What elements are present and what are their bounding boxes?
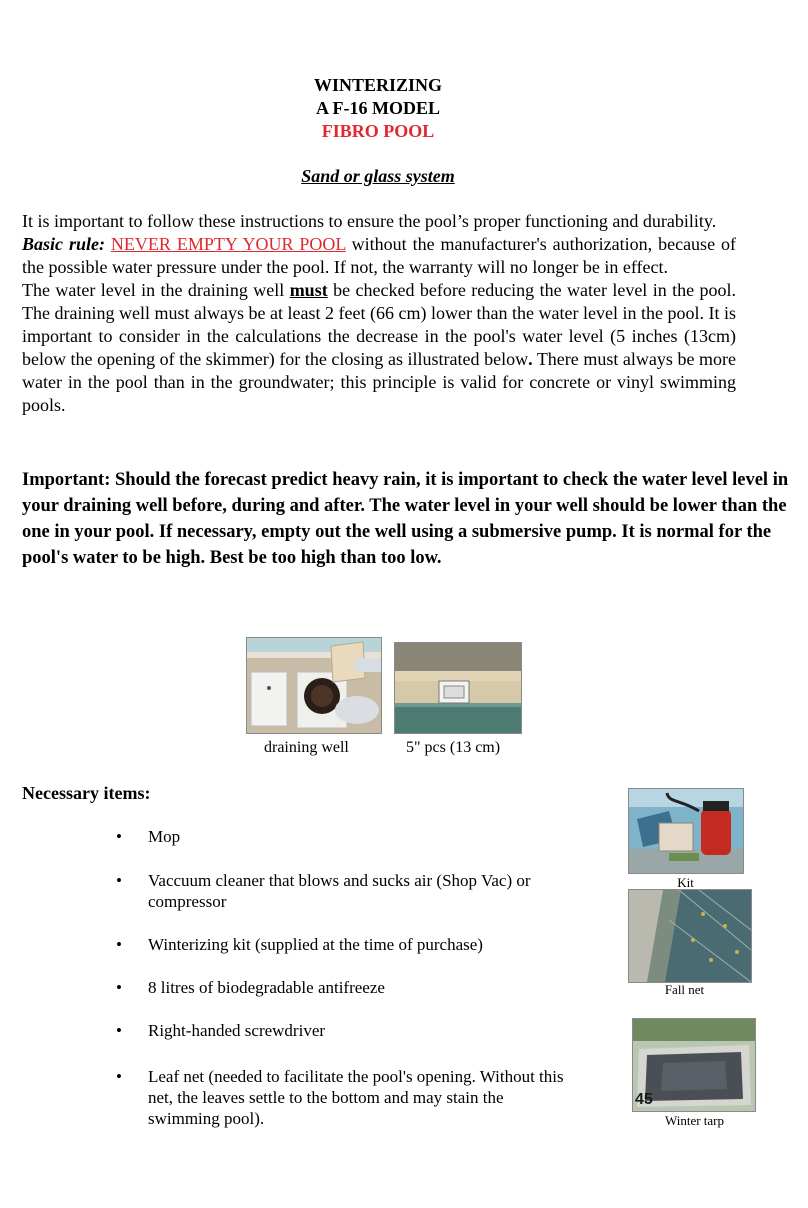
paragraph-middle: be checked before reducing the water level in the pool. The draining well must always be at least 2 feet (66 cm) lower than the water level in the pool. It is important to consider in the calculations the decrease in the pool's water level (5 inches (13cm) below the opening of the skimmer) for the closing as illustrated below — [22, 280, 736, 369]
winter-tarp-photo — [632, 1018, 756, 1112]
necessary-items-list — [116, 826, 576, 1136]
draining-well-paragraph — [22, 279, 736, 417]
draining-well-photo — [246, 637, 382, 734]
paragraph-dot: . — [528, 349, 533, 369]
skimmer-image — [395, 643, 521, 733]
bullet-icon: • — [116, 871, 122, 890]
list-item-text: 8 litres of biodegradable antifreeze — [148, 978, 385, 997]
draining-well-image — [247, 638, 381, 733]
list-item-text: Vaccuum cleaner that blows and sucks air (Shop Vac) or compressor — [148, 871, 531, 911]
paragraph-start: The water level in the draining well — [22, 280, 290, 300]
title-line-1: WINTERIZING — [313, 75, 443, 95]
basic-rule-text: without the manufacturer's authorization, because of the possible water pressure under the pool. If not, the warranty will no longer be in effect. — [22, 234, 736, 277]
kit-image — [629, 789, 743, 873]
title-line-3: FIBRO POOL — [321, 121, 435, 141]
bullet-icon: • — [116, 935, 122, 954]
intro-text — [22, 210, 736, 417]
fall-net-caption: Fall net — [664, 982, 705, 997]
basic-rule-paragraph — [22, 233, 736, 279]
important-notice: Important: Should the forecast predict heavy rain, it is important to check the water level level in your draining well before, during and after. The water level in your well should be lower than the one in your pool. If necessary, empty out the well using a submersive pump. It is normal for the pool's water to be high. Best be too high than too low. — [22, 470, 789, 568]
bullet-icon: • — [116, 827, 122, 846]
never-empty-link[interactable]: NEVER EMPTY YOUR POOL — [110, 234, 346, 254]
skimmer-photo — [394, 642, 522, 734]
must-emphasis: must — [289, 280, 328, 300]
necessary-items-title: Necessary items: — [22, 783, 151, 803]
winter-tarp-caption: Winter tarp — [664, 1113, 725, 1128]
subtitle: Sand or glass system — [301, 166, 455, 186]
winter-tarp-number: 45 — [635, 1091, 653, 1108]
fall-net-photo — [628, 889, 752, 983]
fall-net-image — [629, 890, 751, 982]
bullet-icon: • — [116, 1021, 122, 1040]
draining-well-caption: draining well — [264, 739, 349, 756]
title-line-2: A F-16 MODEL — [316, 98, 440, 118]
list-item-text: Winterizing kit (supplied at the time of purchase) — [148, 935, 483, 954]
kit-photo — [628, 788, 744, 874]
skimmer-caption: 5" pcs (13 cm) — [406, 739, 501, 756]
list-item-text: Right-handed screwdriver — [148, 1021, 326, 1040]
intro-paragraph-1: It is important to follow these instructions to ensure the pool’s proper functioning and durability. — [22, 211, 717, 231]
paragraph-end: There must always be more water in the pool than in the groundwater; this principle is valid for concrete or vinyl swimming pools. — [22, 349, 736, 415]
kit-caption: Kit — [677, 875, 694, 890]
bullet-icon: • — [116, 1067, 122, 1086]
bullet-icon: • — [116, 978, 122, 997]
basic-rule-label: Basic rule: — [22, 234, 105, 254]
list-item-text: Mop — [148, 827, 181, 846]
list-item-text: Leaf net (needed to facilitate the pool's opening. Without this net, the leaves settle to the bottom and may stain the swimming pool). — [148, 1067, 564, 1128]
